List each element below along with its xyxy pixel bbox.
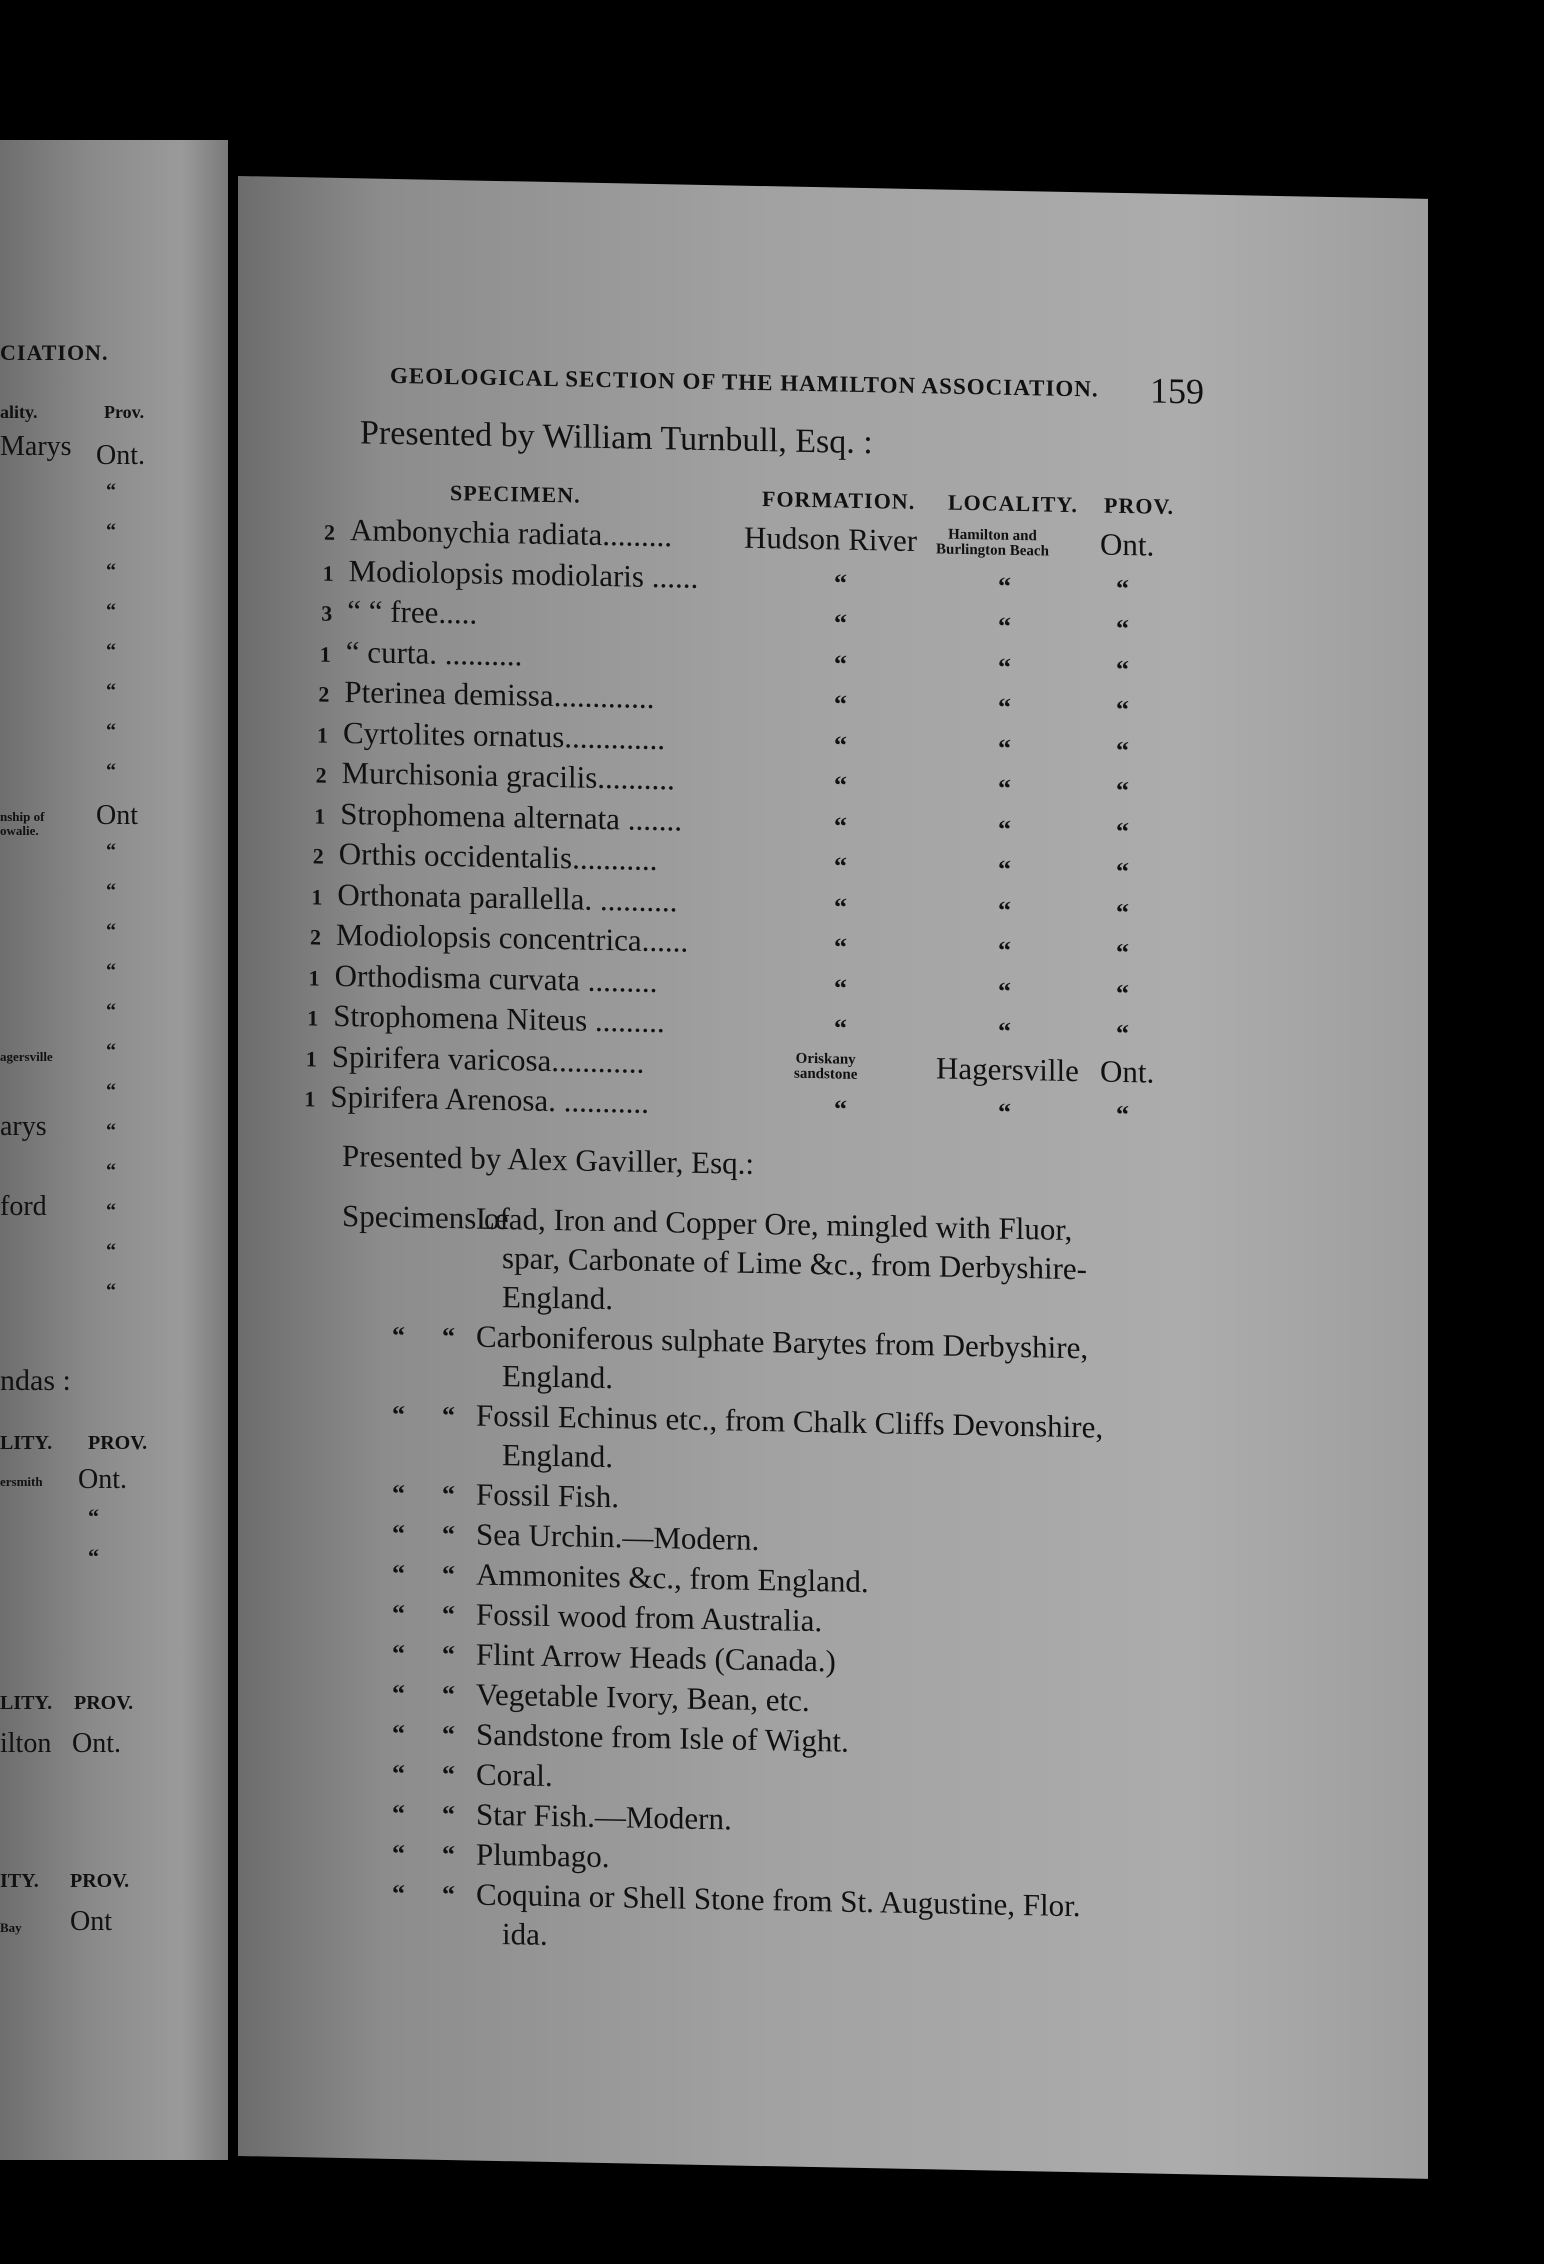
page-number: 159 — [1150, 370, 1204, 412]
left-row-prov: “ — [106, 600, 116, 622]
left-block2-col-prov: PROV. — [88, 1432, 148, 1454]
row-prov: “ — [1116, 735, 1129, 765]
row-quantity: 2 — [315, 762, 327, 788]
row-prov: “ — [1116, 694, 1129, 725]
left-block4-col-prov: PROV. — [70, 1870, 130, 1892]
left-row-prov: “ — [106, 1280, 116, 1302]
left-row-prov: “ — [106, 760, 116, 782]
ditto-mark-1: “ — [392, 1838, 405, 1869]
list-item — [238, 1393, 1428, 1475]
left-row-prov: “ — [106, 840, 116, 862]
row-prov: Ont. — [1100, 526, 1155, 563]
row-quantity: 1 — [305, 1045, 317, 1072]
list-item — [238, 1872, 1428, 1952]
row-prov: “ — [1116, 1018, 1129, 1049]
ditto-mark-2: “ — [442, 1639, 455, 1670]
left-block3-prov: Ont. — [72, 1728, 121, 1759]
left-row-prov: “ — [106, 880, 116, 902]
row-prov: “ — [1116, 573, 1129, 603]
col-prov: PROV. — [1104, 492, 1174, 519]
row-locality: “ — [998, 935, 1011, 965]
item-line: England. — [502, 1279, 614, 1317]
left-row-prov: “ — [106, 1160, 116, 1182]
row-formation: “ — [834, 648, 847, 679]
left-col-prov: Prov. — [104, 402, 145, 422]
item-line: England. — [502, 1358, 614, 1396]
row-specimen: Murchisonia gracilis.......... — [341, 754, 675, 797]
row-prov: “ — [1116, 937, 1129, 968]
row-formation: “ — [834, 810, 847, 841]
item-line: Coquina or Shell Stone from St. Augustine, Flor. — [476, 1876, 1081, 1924]
row-specimen: “ curta. .......... — [345, 633, 523, 672]
ditto-mark-1: “ — [392, 1878, 405, 1909]
row-specimen: Ambonychia radiata......... — [350, 512, 672, 554]
row-specimen: Pterinea demissa............. — [344, 674, 655, 715]
left-row-prov: “ — [106, 520, 116, 542]
col-formation: FORMATION. — [762, 486, 916, 515]
row-locality: “ — [998, 976, 1011, 1006]
ditto-mark-2: “ — [442, 1559, 455, 1590]
ditto-mark-1: “ — [392, 1678, 405, 1709]
ditto-mark-1: “ — [392, 1478, 405, 1509]
row-locality: Hagersville — [936, 1049, 1079, 1088]
running-header: GEOLOGICAL SECTION OF THE HAMILTON ASSOCIATION. — [390, 362, 1099, 402]
left-col-locality: ality. — [0, 402, 38, 422]
left-row-prov: “ — [106, 1120, 116, 1142]
left-row-locality: nship of owalie. — [0, 809, 45, 838]
ditto-mark-2: “ — [442, 1839, 455, 1870]
item-line: Fossil wood from Australia. — [476, 1596, 823, 1639]
left-block4-prov: Ont — [70, 1906, 112, 1937]
row-specimen: Orthis occidentalis........... — [338, 835, 658, 878]
row-locality: Hamilton and Burlington Beach — [936, 526, 1049, 560]
item-line: Sea Urchin.—Modern. — [476, 1516, 760, 1558]
row-prov: “ — [1116, 816, 1129, 846]
item-line: Ammonites &c., from England. — [476, 1556, 869, 1600]
ditto-mark-1: “ — [392, 1758, 405, 1789]
row-formation: “ — [834, 729, 847, 760]
ditto-mark-1: “ — [392, 1798, 405, 1829]
row-prov: “ — [1116, 654, 1129, 684]
item-line: Coral. — [476, 1756, 553, 1794]
left-row-locality: Marys — [0, 431, 72, 462]
list-item — [238, 1792, 1428, 1837]
col-specimen: SPECIMEN. — [450, 480, 581, 508]
row-prov: “ — [1116, 1099, 1129, 1130]
left-row-prov: “ — [106, 960, 116, 982]
ditto-mark-2: “ — [442, 1759, 455, 1790]
row-specimen: Strophomena Niteus ......... — [333, 997, 665, 1040]
left-block3-loc: ilton — [0, 1728, 52, 1759]
left-ndas: ndas : — [0, 1364, 71, 1397]
presented-by-turnbull: Presented by William Turnbull, Esq. : — [360, 414, 873, 462]
left-row-prov: “ — [106, 680, 116, 702]
row-quantity: 3 — [321, 600, 333, 626]
left-row-prov: “ — [106, 1080, 116, 1102]
row-specimen: Cyrtolites ornatus............. — [343, 714, 666, 756]
left-row-prov: “ — [106, 480, 116, 502]
left-row-prov: “ — [106, 1240, 116, 1262]
row-specimen: Spirifera varicosa............ — [331, 1038, 645, 1080]
row-formation: “ — [834, 851, 847, 881]
row-formation: “ — [834, 608, 847, 638]
item-line: England. — [502, 1437, 614, 1475]
list-item — [238, 1512, 1428, 1558]
row-specimen: Orthonata parallella. .......... — [337, 876, 678, 918]
book-page — [238, 176, 1428, 2179]
left-row-locality: arys — [0, 1111, 47, 1142]
row-locality: “ — [998, 571, 1011, 601]
list-item — [238, 1314, 1428, 1396]
left-page-fragment — [0, 140, 228, 2160]
presented-by-gaviller: Presented by Alex Gaviller, Esq.: — [342, 1137, 755, 1181]
ditto-mark-1: “ — [392, 1399, 405, 1430]
row-prov: “ — [1116, 613, 1129, 644]
row-prov: “ — [1116, 978, 1129, 1008]
left-row-locality: ford — [0, 1191, 47, 1222]
row-formation: “ — [834, 932, 847, 962]
row-prov: “ — [1116, 897, 1129, 927]
left-block4-col-loc: ITY. — [0, 1870, 39, 1892]
item-line: ida. — [502, 1916, 548, 1952]
row-quantity: 1 — [304, 1086, 316, 1112]
row-quantity: 1 — [317, 722, 328, 748]
row-formation: Hudson River — [744, 519, 918, 559]
item-line: Star Fish.—Modern. — [476, 1796, 732, 1837]
row-quantity: 1 — [314, 802, 326, 829]
ditto-mark-1: “ — [392, 1598, 405, 1629]
row-specimen: Orthodisma curvata ......... — [334, 957, 658, 999]
ditto-mark-2: “ — [442, 1400, 455, 1431]
item-line: Plumbago. — [476, 1836, 610, 1875]
item-line: Carboniferous sulphate Barytes from Derbyshire, — [476, 1318, 1089, 1366]
list-item — [238, 1632, 1428, 1679]
row-locality: “ — [998, 611, 1011, 641]
row-prov: “ — [1116, 856, 1129, 887]
left-header: CIATION. — [0, 340, 109, 365]
ditto-mark-1: “ — [392, 1718, 405, 1749]
list-item — [238, 1712, 1428, 1759]
row-quantity: 1 — [319, 641, 331, 667]
row-specimen: Modiolopsis modiolaris ...... — [348, 552, 699, 595]
row-formation: “ — [834, 567, 847, 598]
row-quantity: 1 — [311, 883, 323, 910]
left-block2-prov-0: Ont. — [78, 1464, 127, 1495]
left-row-prov: “ — [106, 920, 116, 942]
ditto-mark-2: “ — [442, 1321, 455, 1352]
left-row-prov: Ont — [96, 800, 138, 831]
left-block2-col-loc: LITY. — [0, 1432, 53, 1454]
row-quantity: 2 — [324, 519, 335, 545]
left-row-locality: agersville — [0, 1049, 53, 1064]
row-locality: “ — [998, 692, 1011, 722]
ditto-mark-2: “ — [442, 1799, 455, 1830]
row-quantity: 2 — [310, 924, 321, 950]
row-locality: “ — [998, 773, 1011, 803]
row-locality: “ — [998, 814, 1011, 844]
row-formation: “ — [834, 1094, 847, 1124]
ditto-mark-2: “ — [442, 1519, 455, 1550]
left-row-prov: “ — [106, 640, 116, 662]
row-formation: Oriskany sandstone — [794, 1050, 858, 1083]
ditto-mark-2: “ — [442, 1599, 455, 1630]
list-item — [238, 1472, 1428, 1515]
list-item — [238, 1552, 1428, 1600]
col-locality: LOCALITY. — [948, 489, 1078, 518]
ditto-mark-2: “ — [442, 1719, 455, 1750]
row-locality: “ — [998, 1016, 1011, 1046]
item-line: Fossil Fish. — [476, 1476, 620, 1515]
ditto-mark-1: “ — [392, 1518, 405, 1549]
specimens-of-label: Specimens of — [342, 1197, 510, 1237]
item-line: Flint Arrow Heads (Canada.) — [476, 1636, 836, 1679]
left-row-prov: “ — [106, 720, 116, 742]
left-row-prov: “ — [106, 1200, 116, 1222]
item-line: Lead, Iron and Copper Ore, mingled with Fluor, — [476, 1200, 1073, 1248]
ditto-mark-1: “ — [392, 1638, 405, 1669]
row-locality: “ — [998, 854, 1011, 884]
row-specimen: Strophomena alternata ....... — [340, 795, 682, 838]
item-line: Sandstone from Isle of Wight. — [476, 1716, 849, 1759]
row-locality: “ — [998, 895, 1011, 925]
ditto-mark-1: “ — [392, 1320, 405, 1351]
left-block2-loc-0: ersmith — [0, 1474, 43, 1489]
item-line: Fossil Echinus etc., from Chalk Cliffs Devonshire, — [476, 1397, 1104, 1445]
left-block2-prov-2: “ — [88, 1544, 99, 1569]
item-line: spar, Carbonate of Lime &c., from Derbyshire- — [502, 1240, 1087, 1287]
row-quantity: 1 — [308, 964, 320, 991]
left-row-prov: Ont. — [96, 440, 145, 471]
left-row-prov: “ — [106, 1000, 116, 1022]
row-formation: “ — [834, 972, 847, 1003]
list-item — [238, 1832, 1428, 1875]
item-line: Vegetable Ivory, Bean, etc. — [476, 1676, 810, 1718]
left-block3-col-loc: LITY. — [0, 1692, 53, 1714]
row-quantity: 2 — [318, 681, 330, 707]
row-prov: “ — [1116, 775, 1129, 806]
row-specimen: Spirifera Arenosa. ........... — [330, 1078, 649, 1120]
row-locality: “ — [998, 1097, 1011, 1127]
left-block4-loc: Bay — [0, 1920, 22, 1935]
row-formation: “ — [834, 689, 847, 719]
left-block2-prov-1: “ — [88, 1504, 99, 1529]
row-quantity: 1 — [322, 560, 334, 586]
left-row-prov: “ — [106, 1040, 116, 1062]
ditto-mark-1: “ — [392, 1558, 405, 1589]
row-specimen: “ “ free..... — [347, 593, 478, 631]
left-block3-col-prov: PROV. — [74, 1692, 134, 1714]
ditto-mark-2: “ — [442, 1479, 455, 1510]
row-quantity: 2 — [312, 843, 324, 869]
row-quantity: 1 — [307, 1005, 319, 1031]
row-locality: “ — [998, 652, 1011, 682]
ditto-mark-2: “ — [442, 1879, 455, 1910]
row-formation: “ — [834, 891, 847, 922]
row-prov: Ont. — [1100, 1053, 1155, 1090]
row-specimen: Modiolopsis concentrica...... — [336, 916, 689, 959]
row-formation: “ — [834, 770, 847, 800]
row-formation: “ — [834, 1013, 847, 1043]
ditto-mark-2: “ — [442, 1679, 455, 1710]
row-locality: “ — [998, 733, 1011, 763]
left-row-prov: “ — [106, 560, 116, 582]
